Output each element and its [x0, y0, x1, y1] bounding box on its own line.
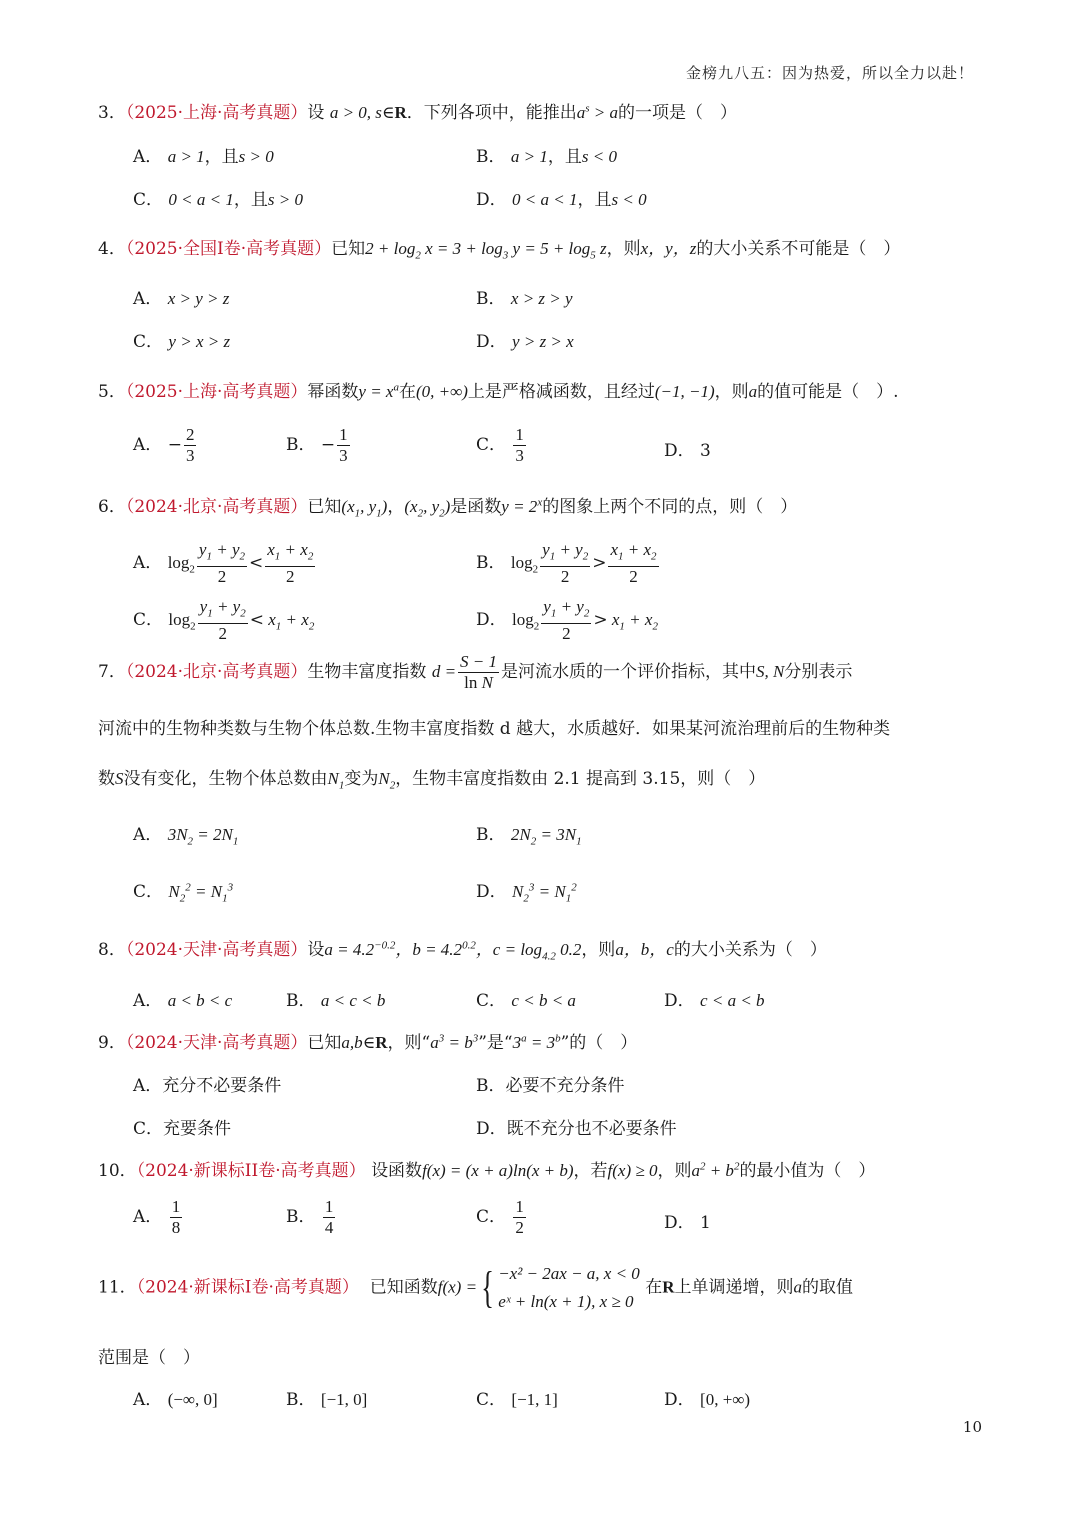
question-source: （2024·北京·高考真题）: [125, 662, 308, 682]
question-source: （2024·新课标I卷·高考真题）: [136, 1277, 359, 1298]
option-d[interactable]: D． c < a < b: [664, 991, 765, 1011]
question-4: 4．（2025·全国I卷·高考真题）已知$2 + \log_2 x = 3 + \log_3 y = 5 + \log_5 z$，则x，y，z的大小关系不可能是（ ）: [98, 239, 901, 262]
option-a[interactable]: A．充分不必要条件: [133, 1076, 282, 1096]
option-a[interactable]: A． a > 1，且s > 0: [133, 147, 274, 167]
option-d[interactable]: D． $N_2^3 = N_1^2$: [476, 881, 577, 905]
option-c[interactable]: C． 0 < a < 1，且s > 0: [133, 190, 303, 210]
option-c[interactable]: C． $\frac{1}{2}$: [476, 1197, 524, 1237]
question-7-line-3: 数S没有变化，生物个体总数由$N_1$变为$N_2$，生物丰富度指数由 2.1 提高到 3.15，则（ ）: [98, 769, 766, 792]
question-source: （2025·上海·高考真题）: [125, 103, 308, 123]
option-b[interactable]: B． $\log_2$ $\frac{y_1 + y_2}{2}$ > $\frac{x_1 + x_2}{2}$: [476, 540, 657, 587]
option-d[interactable]: D． [0, +∞): [664, 1390, 751, 1410]
option-a[interactable]: A． $\log_2$ $\frac{y_1 + y_2}{2}$ < $\frac{x_1 + x_2}{2}$: [133, 540, 314, 587]
option-b[interactable]: B． $\frac{1}{4}$: [286, 1197, 334, 1237]
option-c[interactable]: C． $\log_2$ $\frac{y_1 + y_2}{2}$ < $x_1 + x_2$: [133, 597, 315, 644]
option-d[interactable]: D． 1: [664, 1213, 711, 1233]
option-c[interactable]: C． $\frac{1}{3}$: [476, 425, 524, 465]
question-5: 5．（2025·上海·高考真题）幂函数$y = x^a$在(0, +∞)上是严格减函数，且经过(−1, −1)，则a的值可能是（ ）.: [98, 381, 899, 402]
option-d[interactable]: D． 3: [664, 441, 711, 461]
question-source: （2024·天津·高考真题）: [125, 940, 308, 960]
option-c[interactable]: C．充要条件: [133, 1119, 232, 1139]
option-c[interactable]: C． [−1, 1]: [476, 1390, 558, 1410]
option-c[interactable]: C． c < b < a: [476, 991, 576, 1011]
option-b[interactable]: B． [−1, 0]: [286, 1390, 368, 1410]
page-header: 金榜九八五：因为热爱，所以全力以赴！: [685, 64, 974, 82]
option-a[interactable]: A． a < b < c: [133, 991, 233, 1011]
option-b[interactable]: B． a < c < b: [286, 991, 386, 1011]
question-3: 3．（2025·上海·高考真题）设 a > 0, s∈R．下列各项中，能推出$a^s > a$的一项是（ ）: [98, 102, 738, 123]
option-d[interactable]: D．既不充分也不必要条件: [476, 1119, 677, 1139]
option-a[interactable]: A． x > y > z: [133, 289, 230, 309]
question-9: 9．（2024·天津·高考真题）已知a,b∈R，则“$a^3 = b^3$”是“$3^a = 3^b$”的（ ）: [98, 1032, 638, 1053]
option-b[interactable]: B．必要不充分条件: [476, 1076, 625, 1096]
question-source: （2024·天津·高考真题）: [125, 1033, 308, 1053]
option-d[interactable]: D． y > z > x: [476, 332, 574, 352]
option-d[interactable]: D． 0 < a < 1，且s < 0: [476, 190, 647, 210]
option-a[interactable]: A． $3N_2 = 2N_1$: [133, 825, 239, 848]
question-11-line-2: 范围是（ ）: [98, 1348, 200, 1368]
option-a[interactable]: A． (−∞, 0]: [133, 1390, 218, 1410]
question-11: 11．（2024·新课标I卷·高考真题） 已知函数f(x) ={ −x² − 2ax − a, x < 0 eˣ + ln(x + 1), x ≥ 0 在R上单调递增，则a的取值: [98, 1263, 853, 1312]
option-a[interactable]: A． $\frac{1}{8}$: [133, 1197, 181, 1237]
option-b[interactable]: B． x > z > y: [476, 289, 573, 309]
question-6: 6．（2024·北京·高考真题）已知($x_1$, $y_1$)，($x_2$, $y_2$)是函数$y = 2^x$的图象上两个不同的点，则（ ）: [98, 496, 798, 520]
option-d[interactable]: D． $\log_2$ $\frac{y_1 + y_2}{2}$ > $x_1 + x_2$: [476, 597, 658, 644]
question-10: 10．（2024·新课标II卷·高考真题） 设函数f(x) = (x + a)ln(x + b)，若f(x) ≥ 0，则$a^2 + b^2$的最小值为（ ）: [98, 1160, 876, 1181]
question-8: 8．（2024·天津·高考真题）设$a = 4.2^{-0.2}$，$b = 4.2^{0.2}$，$c = \log_{4.2} 0.2$，则a，b，c的大小关系为（ ）: [98, 939, 827, 963]
question-source: （2024·北京·高考真题）: [125, 497, 308, 517]
option-c[interactable]: C． $N_2^2 = N_1^3$: [133, 881, 234, 905]
option-c[interactable]: C． y > x > z: [133, 332, 231, 352]
question-source: （2025·上海·高考真题）: [125, 382, 308, 402]
question-source: （2024·新课标II卷·高考真题）: [136, 1161, 366, 1181]
page-number: 10: [962, 1418, 982, 1436]
option-a[interactable]: A． − $\frac{2}{3}$: [133, 425, 195, 465]
option-b[interactable]: B． − $\frac{1}{3}$: [286, 425, 348, 465]
question-7-line-2: 河流中的生物种类数与生物个体总数.生物丰富度指数 d 越大，水质越好．如果某河流治理前后的生物种类: [98, 719, 891, 739]
question-7: 7．（2024·北京·高考真题）生物丰富度指数 d = $\frac{S - 1}{\text{ln N}}$ 是河流水质的一个评价指标，其中S, N分别表示: [98, 652, 853, 692]
question-number: 3．: [98, 103, 126, 123]
option-b[interactable]: B． $2N_2 = 3N_1$: [476, 825, 582, 848]
question-source: （2025·全国I卷·高考真题）: [125, 239, 332, 259]
option-b[interactable]: B． a > 1，且s < 0: [476, 147, 617, 167]
